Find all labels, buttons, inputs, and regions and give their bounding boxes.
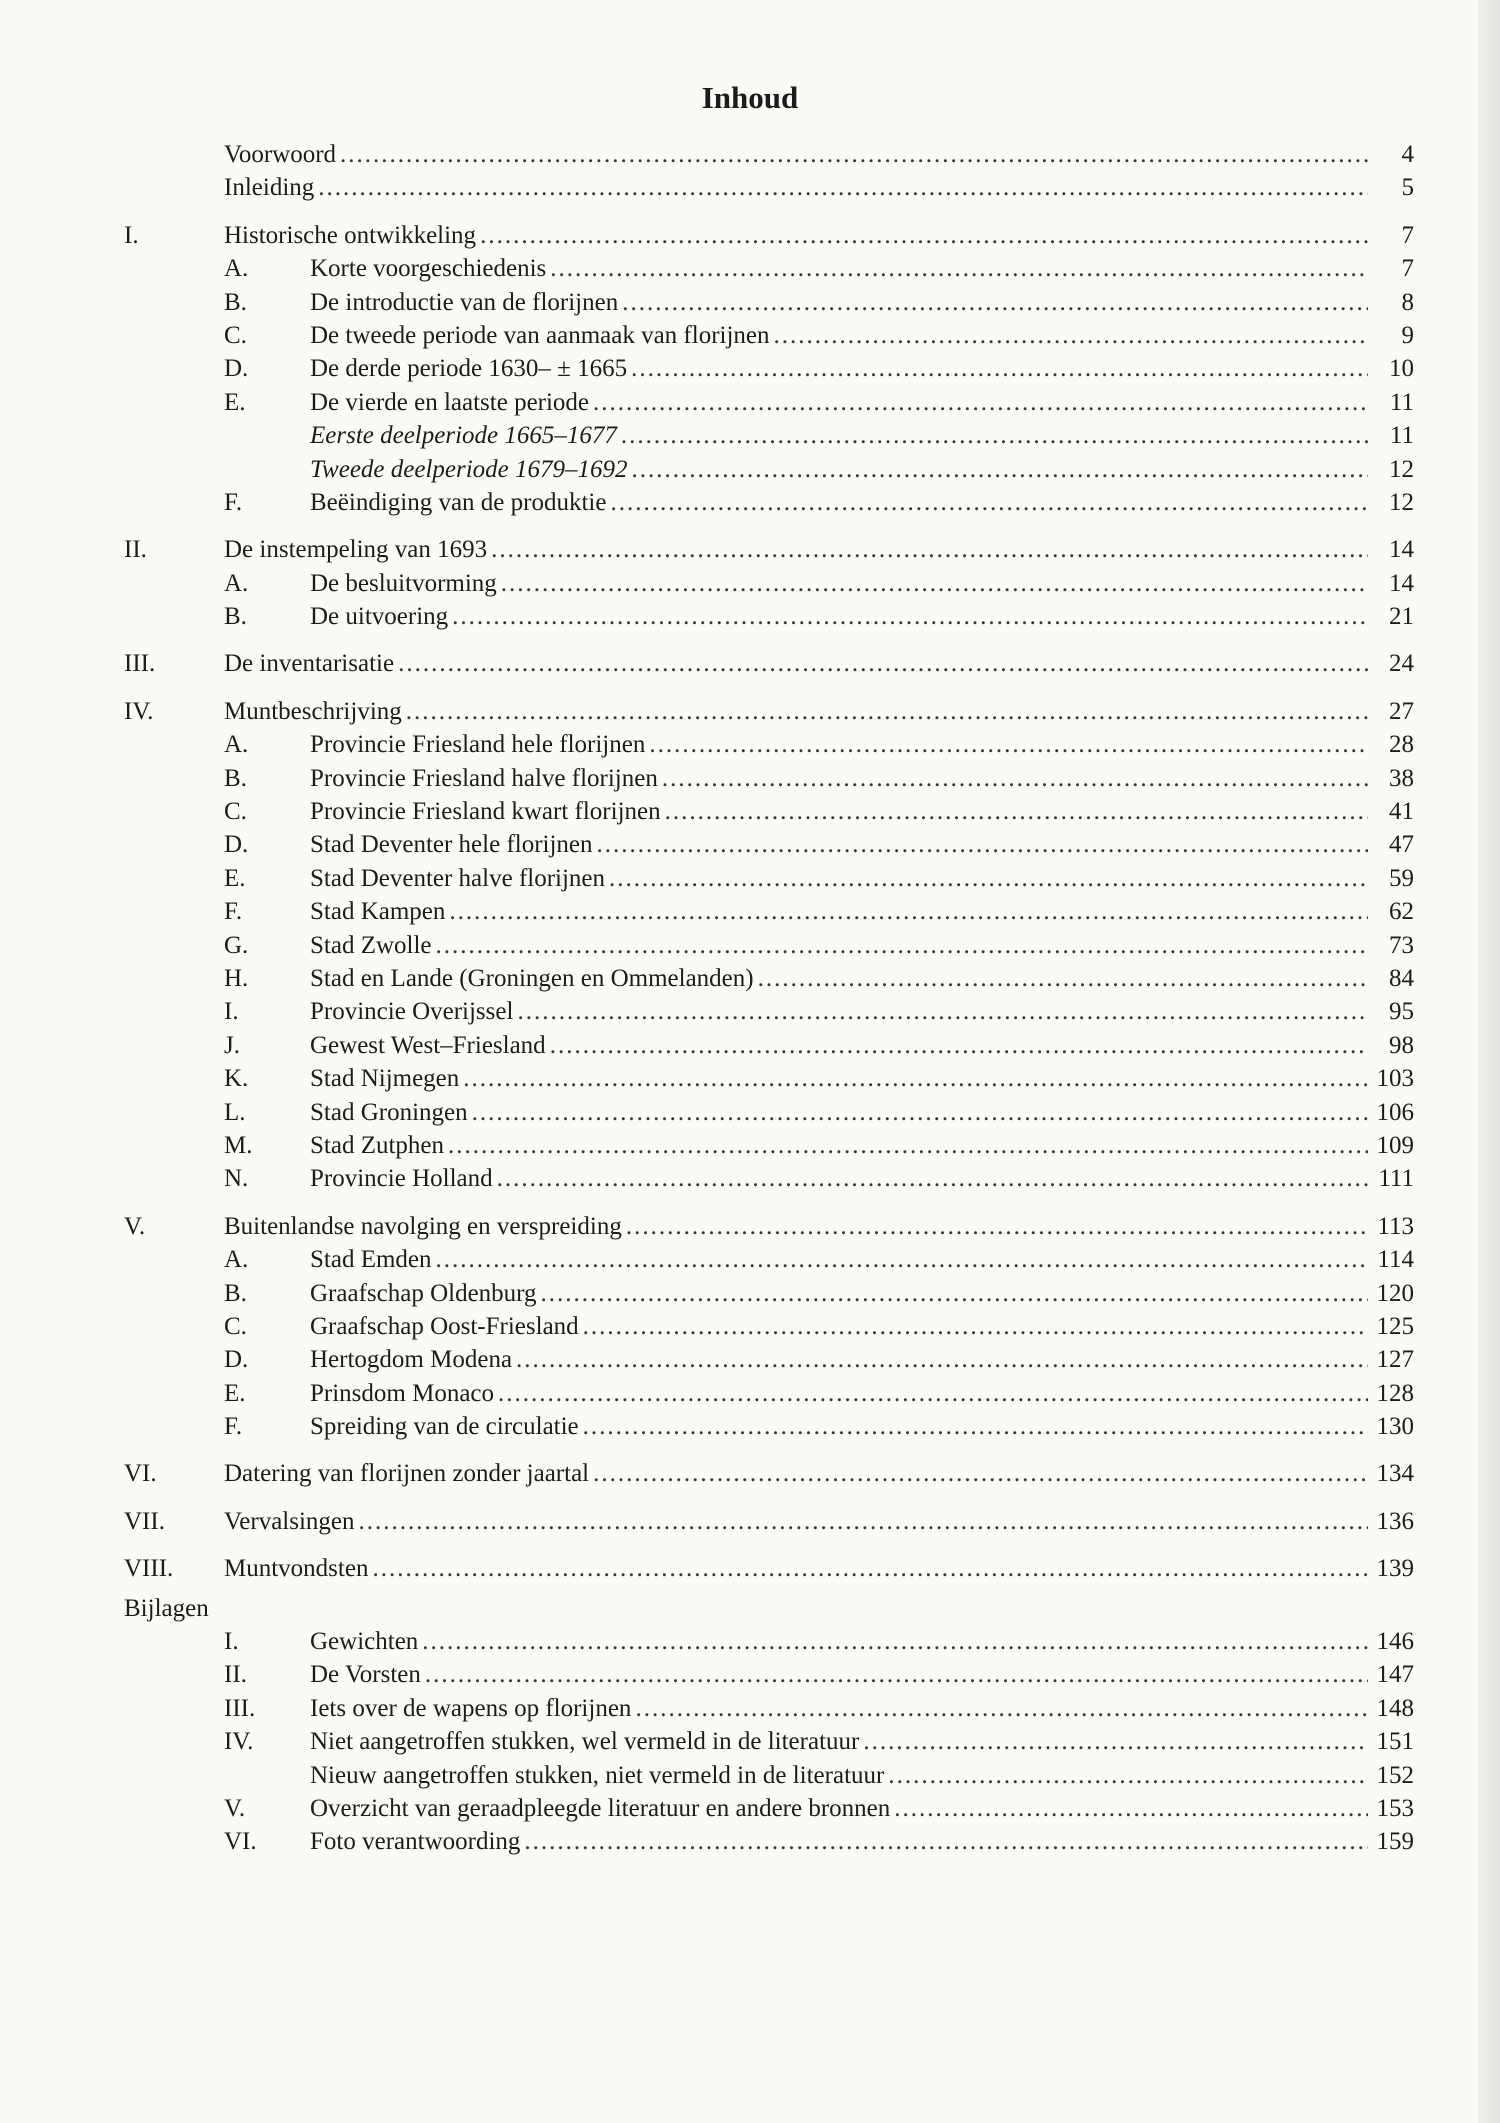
page-number: 125 bbox=[1376, 1312, 1414, 1340]
section-number: I. bbox=[124, 221, 139, 249]
toc-entry bbox=[124, 1505, 1414, 1538]
page-number: 147 bbox=[1376, 1661, 1414, 1689]
page-number: 5 bbox=[1401, 174, 1414, 202]
toc-entry bbox=[124, 728, 1414, 761]
subsection-letter: J. bbox=[224, 1031, 240, 1059]
dot-leader bbox=[480, 219, 1368, 252]
toc-entry bbox=[124, 171, 1414, 204]
page-number: 4 bbox=[1401, 141, 1414, 168]
toc-entry bbox=[124, 252, 1414, 285]
dot-leader bbox=[665, 795, 1368, 828]
entry-title: Prinsdom Monaco bbox=[310, 1379, 495, 1407]
dot-leader bbox=[449, 895, 1368, 928]
entry-title: Provincie Friesland kwart florijnen bbox=[310, 798, 661, 826]
page-number: 128 bbox=[1376, 1379, 1414, 1407]
entry-title: Overzicht van geraadpleegde literatuur en andere bronnen bbox=[310, 1794, 891, 1822]
toc-entry bbox=[124, 929, 1414, 962]
page-number: 136 bbox=[1376, 1507, 1414, 1535]
page-number: 127 bbox=[1376, 1346, 1414, 1374]
entry-title: Iets over de wapens op florijnen bbox=[310, 1694, 632, 1722]
toc-entry bbox=[124, 453, 1414, 486]
toc-entry bbox=[124, 319, 1414, 352]
toc-entry bbox=[124, 962, 1414, 995]
section-number: V. bbox=[124, 1212, 146, 1240]
entry-title: Beëindiging van de produktie bbox=[310, 488, 607, 516]
entry-title: Eerste deelperiode 1665–1677 bbox=[310, 422, 617, 450]
appendix-entry bbox=[124, 1759, 1414, 1792]
entry-title: Graafschap Oost-Friesland bbox=[310, 1312, 579, 1340]
dot-leader bbox=[398, 647, 1368, 680]
toc-entry bbox=[124, 862, 1414, 895]
page-number: 7 bbox=[1401, 255, 1414, 283]
toc-entry bbox=[124, 1277, 1414, 1310]
page-number: 47 bbox=[1389, 831, 1414, 859]
subsection-letter: N. bbox=[224, 1165, 249, 1193]
toc-entry bbox=[124, 995, 1414, 1028]
subsection-letter: F. bbox=[224, 488, 243, 516]
subsection-letter: A. bbox=[224, 255, 249, 283]
subsection-letter: L. bbox=[224, 1098, 246, 1126]
appendix-number: I. bbox=[224, 1628, 239, 1656]
appendix-entry bbox=[124, 1825, 1414, 1858]
dot-leader bbox=[631, 352, 1368, 385]
page-number: 14 bbox=[1389, 536, 1414, 564]
toc-entry bbox=[124, 386, 1414, 419]
toc-entry bbox=[124, 795, 1414, 828]
toc-entry bbox=[124, 567, 1414, 600]
subsection-letter: A. bbox=[224, 1246, 249, 1274]
toc-entry bbox=[124, 419, 1414, 452]
section-number: VII. bbox=[124, 1507, 165, 1535]
toc-entry bbox=[124, 762, 1414, 795]
entry-title: De inventarisatie bbox=[224, 650, 395, 678]
page-number: 134 bbox=[1376, 1460, 1414, 1488]
appendix-number: V. bbox=[224, 1794, 246, 1822]
dot-leader bbox=[541, 1277, 1368, 1310]
entry-title: Stad Zutphen bbox=[310, 1131, 445, 1159]
dot-leader bbox=[452, 600, 1368, 633]
subsection-letter: B. bbox=[224, 764, 247, 792]
section-number: III. bbox=[124, 650, 156, 678]
page-number: 120 bbox=[1376, 1279, 1414, 1307]
appendix-heading: Bijlagen bbox=[124, 1594, 209, 1622]
appendix-number: IV. bbox=[224, 1728, 254, 1756]
page-number: 28 bbox=[1389, 731, 1414, 759]
page-number: 84 bbox=[1389, 964, 1414, 992]
section-number: IV. bbox=[124, 697, 154, 725]
page-number: 111 bbox=[1378, 1165, 1414, 1193]
page-number: 14 bbox=[1389, 569, 1414, 597]
dot-leader bbox=[318, 171, 1368, 204]
toc-appendix-entries bbox=[124, 1625, 1414, 1859]
page-number: 24 bbox=[1389, 650, 1414, 678]
entry-title: Korte voorgeschiedenis bbox=[310, 255, 547, 283]
subsection-letter: C. bbox=[224, 798, 247, 826]
entry-title: De vierde en laatste periode bbox=[310, 388, 590, 416]
dot-leader bbox=[583, 1410, 1368, 1443]
subsection-letter: B. bbox=[224, 288, 247, 316]
dot-leader bbox=[597, 828, 1368, 861]
page-number: 27 bbox=[1389, 697, 1414, 725]
appendix-number: II. bbox=[224, 1661, 247, 1689]
entry-title: Stad Groningen bbox=[310, 1098, 468, 1126]
subsection-letter: C. bbox=[224, 321, 247, 349]
entry-title: Stad en Lande (Groningen en Ommelanden) bbox=[310, 964, 754, 992]
dot-leader bbox=[610, 486, 1368, 519]
toc-entry bbox=[124, 828, 1414, 861]
page-number: 73 bbox=[1389, 931, 1414, 959]
dot-leader bbox=[422, 1625, 1368, 1658]
dot-leader bbox=[448, 1129, 1368, 1162]
subsection-letter: M. bbox=[224, 1131, 253, 1159]
page-number: 95 bbox=[1389, 998, 1414, 1026]
dot-leader bbox=[359, 1505, 1368, 1538]
dot-leader bbox=[472, 1096, 1368, 1129]
page-number: 59 bbox=[1389, 864, 1414, 892]
toc-entry bbox=[124, 1343, 1414, 1376]
subsection-letter: B. bbox=[224, 603, 247, 631]
page-number: 41 bbox=[1389, 798, 1414, 826]
dot-leader bbox=[609, 862, 1368, 895]
toc-entry bbox=[124, 286, 1414, 319]
subsection-letter: A. bbox=[224, 731, 249, 759]
toc-entry bbox=[124, 695, 1414, 728]
entry-title: De uitvoering bbox=[310, 603, 449, 631]
page-number: 9 bbox=[1401, 321, 1414, 349]
entry-title: Muntvondsten bbox=[224, 1555, 369, 1583]
page-number: 152 bbox=[1376, 1761, 1414, 1789]
page-number: 113 bbox=[1377, 1212, 1414, 1240]
subsection-letter: E. bbox=[224, 1379, 246, 1407]
dot-leader bbox=[758, 962, 1368, 995]
entry-title: Buitenlandse navolging en verspreiding bbox=[224, 1212, 622, 1240]
page-number: 8 bbox=[1401, 288, 1414, 316]
entry-title: Datering van florijnen zonder jaartal bbox=[224, 1460, 590, 1488]
appendix-number: III. bbox=[224, 1694, 256, 1722]
toc-entry bbox=[124, 1210, 1414, 1243]
subsection-letter: F. bbox=[224, 898, 243, 926]
appendix-entry bbox=[124, 1692, 1414, 1725]
subsection-letter: E. bbox=[224, 388, 246, 416]
entry-title: Provincie Overijssel bbox=[310, 998, 514, 1026]
entry-title: Hertogdom Modena bbox=[310, 1346, 513, 1374]
dot-leader bbox=[621, 419, 1368, 452]
dot-leader bbox=[649, 728, 1368, 761]
entry-title: Historische ontwikkeling bbox=[224, 221, 477, 249]
subsection-letter: E. bbox=[224, 864, 246, 892]
page-number: 153 bbox=[1376, 1794, 1414, 1822]
section-number: VI. bbox=[124, 1460, 157, 1488]
table-of-contents bbox=[124, 138, 1414, 1859]
toc-entry bbox=[124, 1410, 1414, 1443]
subsection-letter: D. bbox=[224, 1346, 249, 1374]
page-number: 103 bbox=[1376, 1065, 1414, 1093]
entry-title: Stad Deventer halve florijnen bbox=[310, 864, 606, 892]
dot-leader bbox=[498, 1377, 1368, 1410]
page-number: 7 bbox=[1401, 221, 1414, 249]
dot-leader bbox=[436, 929, 1368, 962]
entry-title: Stad Kampen bbox=[310, 898, 446, 926]
page-number: 109 bbox=[1376, 1131, 1414, 1159]
toc-entry bbox=[124, 486, 1414, 519]
dot-leader bbox=[463, 1062, 1368, 1095]
subsection-letter: K. bbox=[224, 1065, 249, 1093]
dot-leader bbox=[662, 762, 1368, 795]
toc-entry bbox=[124, 138, 1414, 171]
entry-title: Niet aangetroffen stukken, wel vermeld in de literatuur bbox=[310, 1728, 860, 1756]
toc-entry bbox=[124, 1377, 1414, 1410]
dot-leader bbox=[593, 1457, 1368, 1490]
page-number: 12 bbox=[1389, 455, 1414, 483]
dot-leader bbox=[425, 1658, 1368, 1691]
dot-leader bbox=[501, 567, 1368, 600]
toc-entry bbox=[124, 1096, 1414, 1129]
subsection-letter: D. bbox=[224, 831, 249, 859]
subsection-letter: A. bbox=[224, 569, 249, 597]
dot-leader bbox=[372, 1552, 1368, 1585]
entry-title: Foto verantwoording bbox=[310, 1828, 521, 1856]
section-number: II. bbox=[124, 536, 147, 564]
entry-title: Voorwoord bbox=[224, 141, 337, 168]
entry-title: Provincie Friesland hele florijnen bbox=[310, 731, 646, 759]
page-number: 148 bbox=[1376, 1694, 1414, 1722]
appendix-entry bbox=[124, 1658, 1414, 1691]
appendix-entry bbox=[124, 1725, 1414, 1758]
page-edge-shadow bbox=[1478, 0, 1500, 2123]
toc-entry bbox=[124, 1129, 1414, 1162]
page-number: 151 bbox=[1376, 1728, 1414, 1756]
appendix-entry bbox=[124, 1792, 1414, 1825]
entry-title: Provincie Holland bbox=[310, 1165, 493, 1193]
dot-leader bbox=[517, 995, 1368, 1028]
entry-title: De tweede periode van aanmaak van florijnen bbox=[310, 321, 770, 349]
section-number: VIII. bbox=[124, 1555, 174, 1583]
subsection-letter: G. bbox=[224, 931, 249, 959]
entry-title: Graafschap Oldenburg bbox=[310, 1279, 537, 1307]
dot-leader bbox=[406, 695, 1368, 728]
subsection-letter: C. bbox=[224, 1312, 247, 1340]
toc-entry bbox=[124, 1457, 1414, 1490]
subsection-letter: H. bbox=[224, 964, 249, 992]
entry-title: Stad Zwolle bbox=[310, 931, 432, 959]
toc-entry bbox=[124, 895, 1414, 928]
dot-leader bbox=[583, 1310, 1368, 1343]
toc-entry bbox=[124, 1029, 1414, 1062]
entry-title: Inleiding bbox=[224, 174, 315, 202]
dot-leader bbox=[622, 286, 1368, 319]
toc-entry bbox=[124, 1062, 1414, 1095]
entry-title: Vervalsingen bbox=[224, 1507, 355, 1535]
page-number: 21 bbox=[1389, 603, 1414, 631]
appendix-number: VI. bbox=[224, 1828, 257, 1856]
dot-leader bbox=[340, 138, 1368, 171]
page-number: 106 bbox=[1376, 1098, 1414, 1126]
entry-title: Spreiding van de circulatie bbox=[310, 1413, 579, 1441]
dot-leader bbox=[593, 386, 1368, 419]
dot-leader bbox=[635, 1692, 1368, 1725]
entry-title: De besluitvorming bbox=[310, 569, 497, 597]
page-number: 38 bbox=[1389, 764, 1414, 792]
toc-main-entries bbox=[124, 138, 1414, 1586]
dot-leader bbox=[888, 1759, 1368, 1792]
dot-leader bbox=[497, 1162, 1368, 1195]
page-number: 139 bbox=[1376, 1555, 1414, 1583]
entry-title: Stad Nijmegen bbox=[310, 1065, 460, 1093]
page-number: 98 bbox=[1389, 1031, 1414, 1059]
toc-entry bbox=[124, 1310, 1414, 1343]
dot-leader bbox=[516, 1343, 1368, 1376]
entry-title: De derde periode 1630– ± 1665 bbox=[310, 355, 628, 383]
entry-title: Stad Emden bbox=[310, 1246, 432, 1274]
appendix-entry bbox=[124, 1625, 1414, 1658]
page-number: 11 bbox=[1389, 388, 1414, 416]
subsection-letter: D. bbox=[224, 355, 249, 383]
dot-leader bbox=[626, 1210, 1368, 1243]
toc-entry bbox=[124, 600, 1414, 633]
entry-title: Tweede deelperiode 1679–1692 bbox=[310, 455, 628, 483]
dot-leader bbox=[550, 252, 1368, 285]
page-number: 11 bbox=[1389, 422, 1414, 450]
page-number: 114 bbox=[1377, 1246, 1414, 1274]
dot-leader bbox=[894, 1792, 1368, 1825]
entry-title: De instempeling van 1693 bbox=[224, 536, 488, 564]
toc-entry bbox=[124, 1162, 1414, 1195]
entry-title: Nieuw aangetroffen stukken, niet vermeld in de literatuur bbox=[310, 1761, 885, 1789]
entry-title: De introductie van de florijnen bbox=[310, 288, 619, 316]
page-number: 12 bbox=[1389, 488, 1414, 516]
entry-title: Provincie Friesland halve florijnen bbox=[310, 764, 658, 792]
toc-entry bbox=[124, 533, 1414, 566]
page-number: 62 bbox=[1389, 898, 1414, 926]
subsection-letter: F. bbox=[224, 1413, 243, 1441]
entry-title: Muntbeschrijving bbox=[224, 697, 402, 725]
dot-leader bbox=[774, 319, 1368, 352]
dot-leader bbox=[550, 1029, 1368, 1062]
toc-entry bbox=[124, 1552, 1414, 1585]
dot-leader bbox=[491, 533, 1368, 566]
dot-leader bbox=[524, 1825, 1368, 1858]
page-number: 130 bbox=[1376, 1413, 1414, 1441]
dot-leader bbox=[436, 1243, 1368, 1276]
entry-title: Stad Deventer hele florijnen bbox=[310, 831, 593, 859]
toc-entry bbox=[124, 647, 1414, 680]
entry-title: Gewichten bbox=[310, 1628, 419, 1656]
page-number: 159 bbox=[1376, 1828, 1414, 1856]
dot-leader bbox=[863, 1725, 1368, 1758]
toc-entry bbox=[124, 219, 1414, 252]
entry-title: De Vorsten bbox=[310, 1661, 421, 1689]
subsection-letter: B. bbox=[224, 1279, 247, 1307]
page-title: Inhoud bbox=[701, 80, 799, 115]
toc-entry bbox=[124, 352, 1414, 385]
entry-title: Gewest West–Friesland bbox=[310, 1031, 546, 1059]
toc-entry bbox=[124, 1243, 1414, 1276]
page-number: 146 bbox=[1376, 1628, 1414, 1656]
subsection-letter: I. bbox=[224, 998, 239, 1026]
page-number: 10 bbox=[1389, 355, 1414, 383]
dot-leader bbox=[632, 453, 1368, 486]
